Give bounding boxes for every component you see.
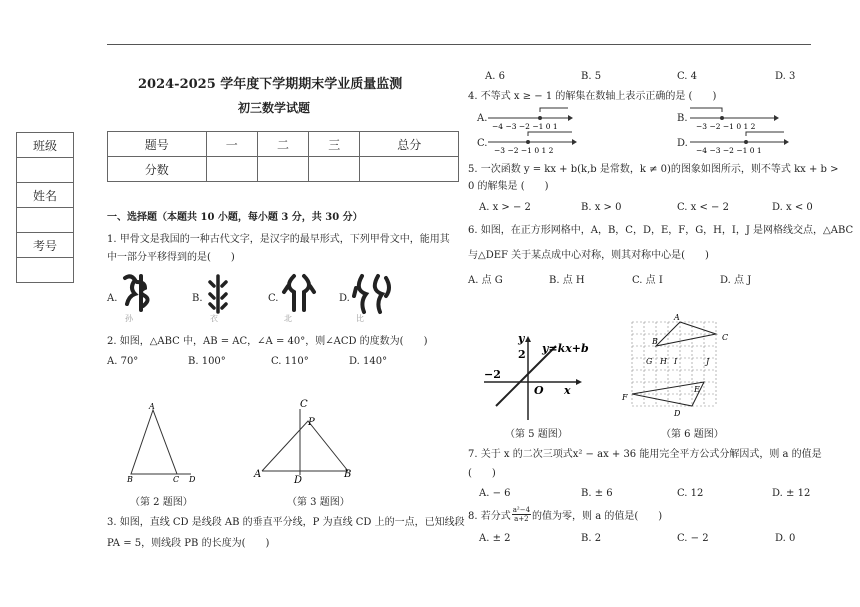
question-5-text: 0 的解集是 ( ) bbox=[468, 181, 549, 192]
option-b-label[interactable]: B. bbox=[192, 293, 203, 304]
option-b[interactable]: B. 5 bbox=[581, 71, 602, 82]
fig5-label: y bbox=[518, 332, 525, 345]
fig6-label: E bbox=[694, 385, 700, 394]
fraction bbox=[512, 506, 531, 523]
option-a-label[interactable]: A. bbox=[477, 113, 488, 124]
fig5-label: 2 bbox=[518, 348, 526, 361]
oracle-glyph-c-icon bbox=[282, 272, 316, 314]
fig6-label: H bbox=[660, 357, 667, 366]
fig2-label: D bbox=[189, 475, 196, 484]
score-cell[interactable] bbox=[257, 157, 308, 182]
figure-6-caption: （第 6 题图） bbox=[661, 429, 724, 440]
fig2-label: B bbox=[127, 475, 133, 484]
fig5-label: y=kx+b bbox=[542, 342, 589, 355]
option-a[interactable]: A. − 6 bbox=[479, 488, 511, 499]
exam-number-field[interactable] bbox=[17, 258, 74, 283]
figure-3 bbox=[252, 395, 362, 485]
question-7-text: 7. 关于 x 的二次三项式x² − ax + 36 能用完全平方公式分解因式，则 a 的值是 bbox=[468, 449, 822, 460]
option-d[interactable]: D. 3 bbox=[775, 71, 796, 82]
option-d[interactable]: D. x < 0 bbox=[772, 202, 813, 213]
option-c[interactable]: C. x < − 2 bbox=[677, 202, 729, 213]
score-cell[interactable] bbox=[360, 157, 459, 182]
question-4-text: 4. 不等式 x ≥ − 1 的解集在数轴上表示正确的是 ( ) bbox=[468, 91, 717, 102]
oracle-glyph-d-icon bbox=[352, 272, 394, 318]
option-b[interactable]: B. 2 bbox=[581, 533, 602, 544]
option-a[interactable]: A. 点 G bbox=[468, 275, 503, 286]
fig6-label: G bbox=[646, 357, 653, 366]
question-5-text: 5. 一次函数 y = kx + b(k,b 是常数，k ≠ 0)的图象如图所示，则不等式 kx + b > bbox=[468, 164, 839, 175]
option-c[interactable]: C. 110° bbox=[271, 356, 309, 367]
option-c[interactable]: C. 4 bbox=[677, 71, 698, 82]
fig6-label: I bbox=[674, 357, 678, 366]
fig6-label: A bbox=[674, 313, 680, 322]
question-8-suffix: 的值为零，则 a 的值是( ) bbox=[532, 511, 663, 522]
figure-6 bbox=[620, 310, 735, 420]
number-line-ticks: −3 −2 −1 0 1 2 bbox=[494, 146, 554, 155]
option-d[interactable]: D. 140° bbox=[349, 356, 388, 367]
option-b-label[interactable]: B. bbox=[677, 113, 688, 124]
question-7-text: ( ) bbox=[468, 468, 496, 479]
option-d-label[interactable]: D. bbox=[339, 293, 350, 304]
question-6-text: 6. 如图，在正方形网格中，A，B，C，D，E，F，G，H，I，J 是网格线交点，△ABC bbox=[468, 225, 854, 236]
score-table bbox=[107, 131, 459, 182]
figure-2-caption: （第 2 题图） bbox=[130, 497, 193, 508]
student-info-table bbox=[16, 132, 74, 283]
option-a[interactable]: A. x > − 2 bbox=[479, 202, 531, 213]
score-row-label: 分数 bbox=[108, 157, 207, 182]
fig5-label: x bbox=[564, 384, 571, 397]
number-line-ticks: −4 −3 −2 −1 0 1 bbox=[696, 146, 762, 155]
option-a[interactable]: A. 70° bbox=[107, 356, 139, 367]
score-cell[interactable] bbox=[309, 157, 360, 182]
score-header-cell: 三 bbox=[309, 132, 360, 157]
option-c[interactable]: C. − 2 bbox=[677, 533, 709, 544]
fig2-label: C bbox=[173, 475, 180, 484]
fig6-label: J bbox=[706, 357, 710, 366]
glyph-caption: 比 bbox=[356, 314, 364, 323]
question-8 bbox=[468, 506, 662, 523]
name-field[interactable] bbox=[17, 208, 74, 233]
option-d[interactable]: D. ± 12 bbox=[772, 488, 811, 499]
option-c[interactable]: C. 点 I bbox=[632, 275, 663, 286]
option-b[interactable]: B. ± 6 bbox=[581, 488, 613, 499]
figure-5-caption: （第 5 题图） bbox=[505, 429, 568, 440]
fig6-label: C bbox=[722, 333, 729, 342]
exam-number-label: 考号 bbox=[17, 233, 74, 258]
option-a[interactable]: A. ± 2 bbox=[479, 533, 511, 544]
option-d[interactable]: D. 0 bbox=[775, 533, 796, 544]
oracle-glyph-a-icon bbox=[119, 272, 155, 314]
score-header-cell: 二 bbox=[257, 132, 308, 157]
fig6-label: B bbox=[652, 337, 658, 346]
top-rule bbox=[107, 44, 811, 45]
question-3-text: PA = 5，则线段 PB 的长度为( ) bbox=[107, 538, 270, 549]
oracle-glyph-b-icon bbox=[206, 274, 230, 314]
section-heading: 一、选择题（本题共 10 小题，每小题 3 分，共 30 分） bbox=[107, 212, 363, 223]
class-label: 班级 bbox=[17, 133, 74, 158]
score-cell[interactable] bbox=[206, 157, 257, 182]
glyph-caption: 孙 bbox=[125, 314, 133, 323]
number-line-ticks: −4 −3 −2 −1 0 1 bbox=[492, 122, 558, 131]
option-b[interactable]: B. x > 0 bbox=[581, 202, 622, 213]
fig3-label: B bbox=[344, 469, 352, 480]
fig6-label: D bbox=[674, 409, 681, 418]
question-1-text: 中一部分平移得到的是( ) bbox=[107, 252, 235, 263]
name-label: 姓名 bbox=[17, 183, 74, 208]
glyph-caption: 衣 bbox=[210, 314, 218, 323]
class-field[interactable] bbox=[17, 158, 74, 183]
fig5-label: −2 bbox=[484, 368, 501, 381]
fraction-numerator: a²−4 bbox=[512, 506, 531, 514]
figure-3-caption: （第 3 题图） bbox=[287, 497, 350, 508]
score-header-cell: 一 bbox=[206, 132, 257, 157]
score-header-cell: 总分 bbox=[360, 132, 459, 157]
page-title: 2024-2025 学年度下学期期末学业质量监测 bbox=[138, 77, 403, 92]
option-b[interactable]: B. 100° bbox=[188, 356, 226, 367]
question-8-prefix: 8. 若分式 bbox=[468, 511, 511, 522]
number-line-c bbox=[488, 128, 578, 156]
question-1-text: 1. 甲骨文是我国的一种古代文字，是汉字的最早形式，下列甲骨文中，能用其 bbox=[107, 234, 450, 245]
option-a-label[interactable]: A. bbox=[107, 293, 118, 304]
question-6-text: 与△DEF 关于某点成中心对称，则其对称中心是( ) bbox=[468, 250, 709, 261]
fig2-label: A bbox=[149, 402, 155, 411]
number-line-ticks: −3 −2 −1 0 1 2 bbox=[696, 122, 756, 131]
fig5-label: O bbox=[534, 384, 544, 397]
option-d[interactable]: D. 点 J bbox=[720, 275, 752, 286]
fig3-label: A bbox=[254, 469, 262, 480]
fraction-denominator: a+2 bbox=[514, 515, 529, 523]
fig3-label: P bbox=[308, 417, 315, 428]
option-c[interactable]: C. 12 bbox=[677, 488, 704, 499]
question-2-text: 2. 如图，△ABC 中，AB = AC，∠A = 40°，则∠ACD 的度数为( ) bbox=[107, 336, 428, 347]
fig3-label: C bbox=[300, 399, 308, 410]
option-c-label[interactable]: C. bbox=[268, 293, 279, 304]
figure-5 bbox=[480, 330, 590, 420]
glyph-caption: 北 bbox=[284, 314, 292, 323]
figure-2 bbox=[125, 400, 215, 485]
option-a[interactable]: A. 6 bbox=[485, 71, 505, 82]
question-3-text: 3. 如图，直线 CD 是线段 AB 的垂直平分线，P 为直线 CD 上的一点，已知线段 bbox=[107, 517, 465, 528]
option-b[interactable]: B. 点 H bbox=[549, 275, 585, 286]
fig6-label: F bbox=[622, 393, 628, 402]
option-d-label[interactable]: D. bbox=[677, 138, 688, 149]
score-header-cell: 题号 bbox=[108, 132, 207, 157]
number-line-d bbox=[690, 128, 790, 156]
page-subtitle: 初三数学试题 bbox=[238, 101, 311, 115]
fig3-label: D bbox=[294, 475, 303, 486]
option-c-label[interactable]: C. bbox=[477, 138, 488, 149]
